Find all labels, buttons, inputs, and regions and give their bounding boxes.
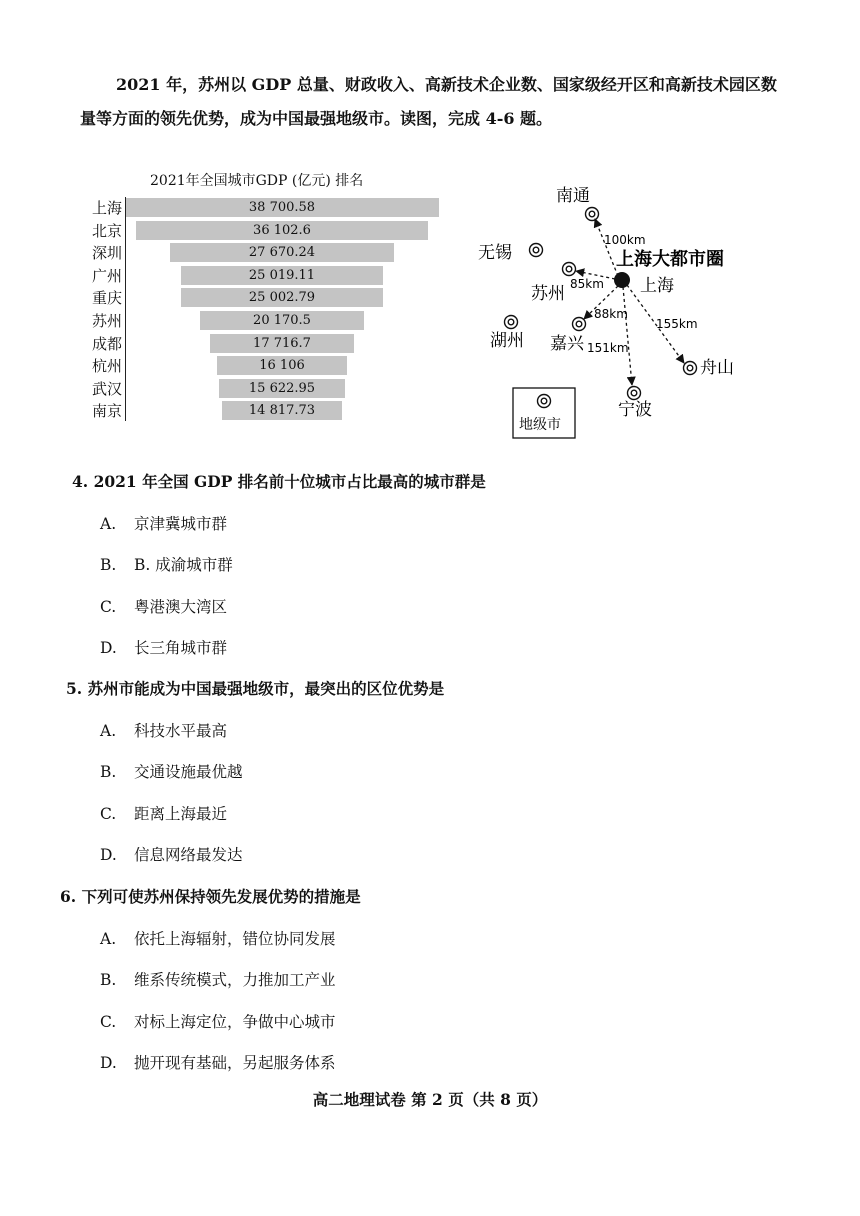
label-zhoushan: 舟山	[700, 358, 734, 378]
rank-label: 南京	[92, 402, 123, 421]
label-huzhou: 湖州	[490, 331, 524, 351]
suzhou-symbol	[563, 263, 576, 276]
bar-value-label: 16 106	[259, 358, 305, 374]
nantong-symbol	[586, 208, 599, 221]
question-5-option-c[interactable]	[100, 802, 227, 824]
map-legend	[513, 388, 575, 438]
ningbo-symbol	[628, 387, 641, 400]
huzhou-symbol	[505, 316, 518, 329]
option-letter: A.	[100, 929, 117, 948]
jiaxing-symbol	[573, 318, 586, 331]
question-4-title: 4. 2021 年全国 GDP 排名前十位城市占比最高的城市群是	[72, 472, 486, 491]
bar-value-label: 20 170.5	[253, 313, 311, 328]
option-letter: D.	[100, 639, 117, 657]
bar-value-label: 15 622.95	[248, 380, 316, 396]
question-5-title: 5. 苏州市能成为中国最强地级市，最突出的区位优势是	[66, 679, 445, 698]
chart-title: 2021年全国城市GDP (亿元) 排名	[150, 173, 364, 189]
rank-label: 苏州	[92, 312, 123, 330]
rank-label: 杭州	[92, 357, 123, 376]
question-4-option-d[interactable]	[100, 636, 227, 658]
option-letter: D.	[100, 846, 117, 864]
legend-label: 地级市	[519, 417, 561, 433]
option-letter: C.	[100, 1012, 117, 1031]
shanghai-metro-map	[470, 175, 770, 445]
rank-label: 成都	[92, 334, 123, 353]
link-ningbo	[623, 287, 632, 385]
option-text: 信息网络最发达	[134, 846, 243, 864]
bar-value-label: 38 700.58	[248, 200, 316, 215]
chart-axis	[125, 197, 126, 421]
bar-value-label: 25 019.11	[248, 267, 316, 283]
rank-label: 深圳	[92, 244, 123, 263]
label-metro-circle: 上海大都市圈	[616, 249, 724, 270]
label-nantong: 南通	[556, 186, 590, 206]
question-6-option-a[interactable]	[100, 927, 336, 949]
dist-nantong: 100km	[604, 233, 646, 247]
option-letter: B.	[100, 971, 117, 989]
bar-value-label: 36 102.6	[253, 222, 311, 238]
option-text: 维系传统模式，力推加工产业	[134, 971, 336, 989]
option-text: B. 成渝城市群	[134, 556, 233, 574]
rank-label: 上海	[92, 199, 123, 217]
question-6-title: 6. 下列可使苏州保持领先发展优势的措施是	[60, 887, 361, 906]
option-text: 粤港澳大湾区	[134, 597, 228, 616]
option-text: 距离上海最近	[134, 804, 228, 823]
rank-label: 武汉	[92, 379, 123, 398]
label-wuxi: 无锡	[478, 243, 512, 263]
option-text: 抛开现有基础，另起服务体系	[134, 1054, 336, 1072]
intro-line-1: 2021 年，苏州以 GDP 总量、财政收入、高新技术企业数、国家级经开区和高新技术园区数	[116, 75, 777, 94]
option-text: 依托上海辐射，错位协同发展	[134, 929, 336, 948]
bar-value-label: 27 670.24	[248, 245, 316, 261]
question-4-option-a[interactable]	[100, 512, 227, 534]
link-nantong	[595, 219, 618, 276]
question-5-option-d[interactable]	[100, 843, 243, 865]
option-letter: A.	[100, 514, 117, 533]
rank-label: 广州	[92, 266, 123, 285]
wuxi-symbol	[530, 244, 543, 257]
rank-label: 重庆	[92, 289, 123, 308]
option-letter: C.	[100, 804, 117, 823]
option-text: 京津冀城市群	[134, 514, 228, 533]
option-letter: C.	[100, 597, 117, 616]
rank-label: 北京	[92, 221, 123, 240]
option-text: 交通设施最优越	[134, 763, 243, 781]
intro-line-2: 量等方面的领先优势，成为中国最强地级市。读图，完成 4-6 题。	[80, 109, 553, 128]
option-letter: B.	[100, 556, 117, 574]
shanghai-dot	[614, 272, 630, 288]
label-shanghai: 上海	[640, 276, 674, 296]
dist-suzhou: 85km	[570, 277, 604, 291]
option-letter: A.	[100, 721, 117, 740]
dist-zhoushan: 155km	[656, 317, 698, 331]
label-suzhou: 苏州	[531, 284, 565, 304]
option-text: 科技水平最高	[134, 721, 228, 740]
question-4-option-b[interactable]	[100, 553, 233, 575]
bar-value-label: 14 817.73	[248, 403, 316, 419]
intro-paragraph	[80, 68, 800, 136]
question-6-option-c[interactable]	[100, 1010, 336, 1032]
label-ningbo: 宁波	[618, 400, 652, 420]
question-6-option-b[interactable]	[100, 968, 336, 990]
dist-ningbo: 151km	[587, 341, 629, 355]
question-5-option-a[interactable]	[100, 719, 227, 741]
option-text: 长三角城市群	[134, 639, 228, 657]
label-jiaxing: 嘉兴	[550, 334, 584, 354]
option-text: 对标上海定位，争做中心城市	[134, 1012, 336, 1031]
bar-value-label: 17 716.7	[253, 335, 311, 351]
page-footer: 高二地理试卷 第 2 页（共 8 页）	[312, 1090, 548, 1109]
bar-value-label: 25 002.79	[248, 290, 316, 306]
question-5-option-b[interactable]	[100, 760, 243, 782]
dist-jiaxing: 88km	[594, 307, 628, 321]
option-letter: D.	[100, 1054, 117, 1072]
question-6-option-d[interactable]	[100, 1051, 336, 1073]
option-letter: B.	[100, 763, 117, 781]
zhoushan-symbol	[684, 362, 697, 375]
question-4-option-c[interactable]	[100, 595, 227, 617]
